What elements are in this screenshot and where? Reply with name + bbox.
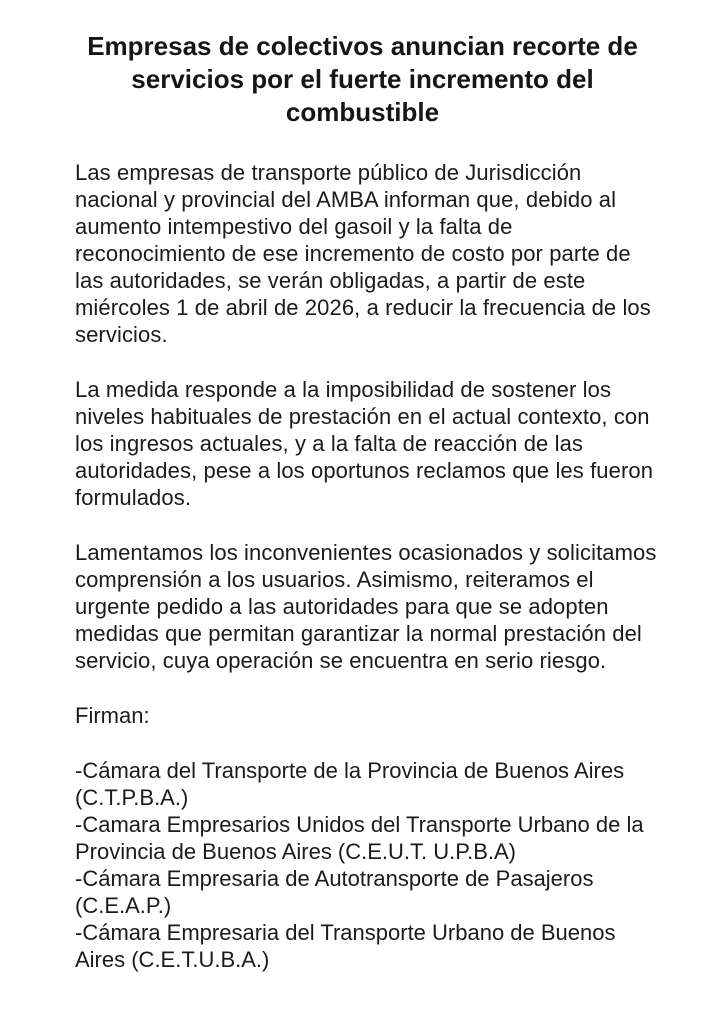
paragraph-reason: La medida responde a la imposibilidad de sostener los niveles habituales de prestación en el actual contexto, con los ingresos actuales, y a la falta de reacción de las autoridades, pese a los oportunos reclamos que les fueron formulados. — [75, 377, 654, 510]
paragraph-announcement: Las empresas de transporte público de Jurisdicción nacional y provincial del AMBA informan que, debido al aumento intempestivo del gasoil y la falta de reconocimiento de ese incremento de costo por parte de las autoridades, se verán obligadas, a partir de este miércoles 1 de abril de 2026, a reducir la frecuencia de los servicios. — [75, 160, 651, 347]
document-title: Empresas de colectivos anuncian recorte de servicios por el fuerte incremento del combustible — [87, 31, 638, 127]
signatory-item: -Camara Empresarios Unidos del Transporte Urbano de la Provincia de Buenos Aires (C.E.U.T. U.P.B.A) — [75, 812, 644, 864]
signature-intro: Firman: — [75, 703, 150, 728]
signatory-item: -Cámara del Transporte de la Provincia de Buenos Aires (C.T.P.B.A.) — [75, 758, 625, 810]
paragraph-apology: Lamentamos los inconvenientes ocasionados y solicitamos comprensión a los usuarios. Asimismo, reiteramos el urgente pedido a las autoridades para que se adopten medidas que permitan garantizar la normal prestación del servicio, cuya operación se encuentra en serio riesgo. — [75, 540, 657, 673]
signatory-item: -Cámara Empresaria de Autotransporte de Pasajeros (C.E.A.P.) — [75, 866, 594, 918]
signatory-item: -Cámara Empresaria del Transporte Urbano de Buenos Aires (C.E.T.U.B.A.) — [75, 920, 616, 972]
signatory-list — [75, 757, 665, 973]
